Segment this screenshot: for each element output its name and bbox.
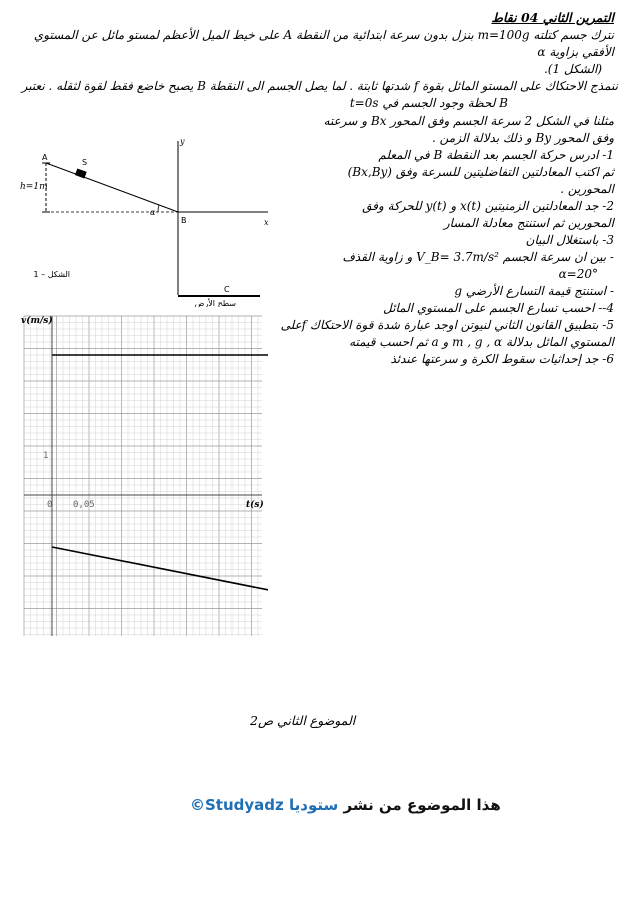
right-col-4: (Bx,By) ثم اكتب المعادلتين التفاضليتين للسرعة وفق [347, 165, 614, 179]
exercise-title: التمرين الثاني 04 نقاط [491, 10, 614, 25]
series-line-2 [52, 547, 268, 640]
banner-brand[interactable]: Studyadz© [190, 796, 284, 814]
right-col-3: 1- ادرس حركة الجسم بعد النقطة B في المعلم [378, 148, 614, 162]
right-col-9: - بين ان سرعة الجسم V_B= 3.7m/s² و زاوية القذف [342, 250, 614, 264]
right-col-7: المحورين ثم استنتج معادلة المسار [443, 216, 614, 230]
graph-y-axis-label: v(m/s) [21, 316, 53, 326]
graph-y-tick-label: 1 [43, 451, 49, 461]
right-col-14: المستوي المائل بدلالة m , g , α و a ثم احسب قيمته [349, 335, 614, 349]
graph-origin-label: 0 [47, 500, 53, 510]
figure-1-caption: الشكل – 1 [33, 270, 70, 279]
label-s: S [82, 158, 88, 167]
right-col-1: مثلنا في الشكل 2 سرعة الجسم وفق المحور Bx و سرعته [323, 114, 614, 128]
page-number: الموضوع الثاني ص2 [250, 713, 356, 728]
graph-grid [24, 316, 262, 636]
label-b: B [181, 216, 187, 225]
label-y: y [180, 137, 185, 146]
graph-x-axis-label: t(s) [246, 500, 264, 510]
graph-series [52, 355, 268, 640]
text-line-3: (الشكل 1). [543, 62, 602, 76]
right-col-5: المحورين . [560, 182, 614, 196]
right-col-13: 5- بتطبيق القانون الثاني لنيوتن اوجد عبارة شدة قوة الاحتكاك fعلى [280, 318, 614, 332]
label-x: x [264, 218, 269, 227]
velocity-time-graph [18, 312, 268, 640]
height-label: h=1m [20, 182, 48, 192]
graph-x-tick-label: 0,05 [73, 500, 95, 510]
label-a: A [42, 153, 48, 162]
text-line-5: t=0s لحظة وجود الجسم في B [349, 96, 508, 110]
label-alpha: α [150, 208, 156, 217]
angle-arc [158, 205, 159, 212]
banner-text: هذا الموضوع من نشر [343, 796, 501, 814]
right-col-6: 2- جد المعادلتين الزمنيتين x(t) و y(t) للحركة وفق [362, 199, 614, 213]
right-col-15: 6- جد إحداثيات سقوط الكرة و سرعتها عندئذ [390, 352, 614, 366]
text-line-1: نترك جسم كتلته m=100g بنزل بدون سرعة ابتدائية من النقطة A على خيط الميل الأعظم لمستو مائل عن المستوي [33, 28, 614, 42]
text-line-2: الأفقي بزاوية α [537, 45, 614, 59]
right-col-2: وفق المحور By و ذلك بدلالة الزمن . [432, 131, 614, 145]
banner-site[interactable]: ستوديا [289, 796, 339, 814]
publisher-banner [190, 796, 501, 814]
right-col-12: 4-- احسب تسارع الجسم على المستوي المائل [383, 301, 614, 315]
label-c: C [224, 285, 230, 294]
figure-1-inclined-plane [18, 135, 278, 307]
text-line-4: ننمذج الاحتكاك على المستو المائل بقوة f شدتها ثابتة . لما يصل الجسم الى النقطة B يصبح خاضع فقط لقوة لثقله . نعتبر [21, 79, 618, 93]
graph-axes [24, 316, 262, 636]
ground-label: سطح الأرض [194, 299, 236, 307]
right-col-8: 3- باستغلال البيان [525, 233, 614, 247]
right-col-10: α=20° [558, 267, 598, 281]
incline-line [46, 163, 178, 212]
right-col-11: - استنتج قيمة التسارع الأرضي g [454, 284, 614, 298]
